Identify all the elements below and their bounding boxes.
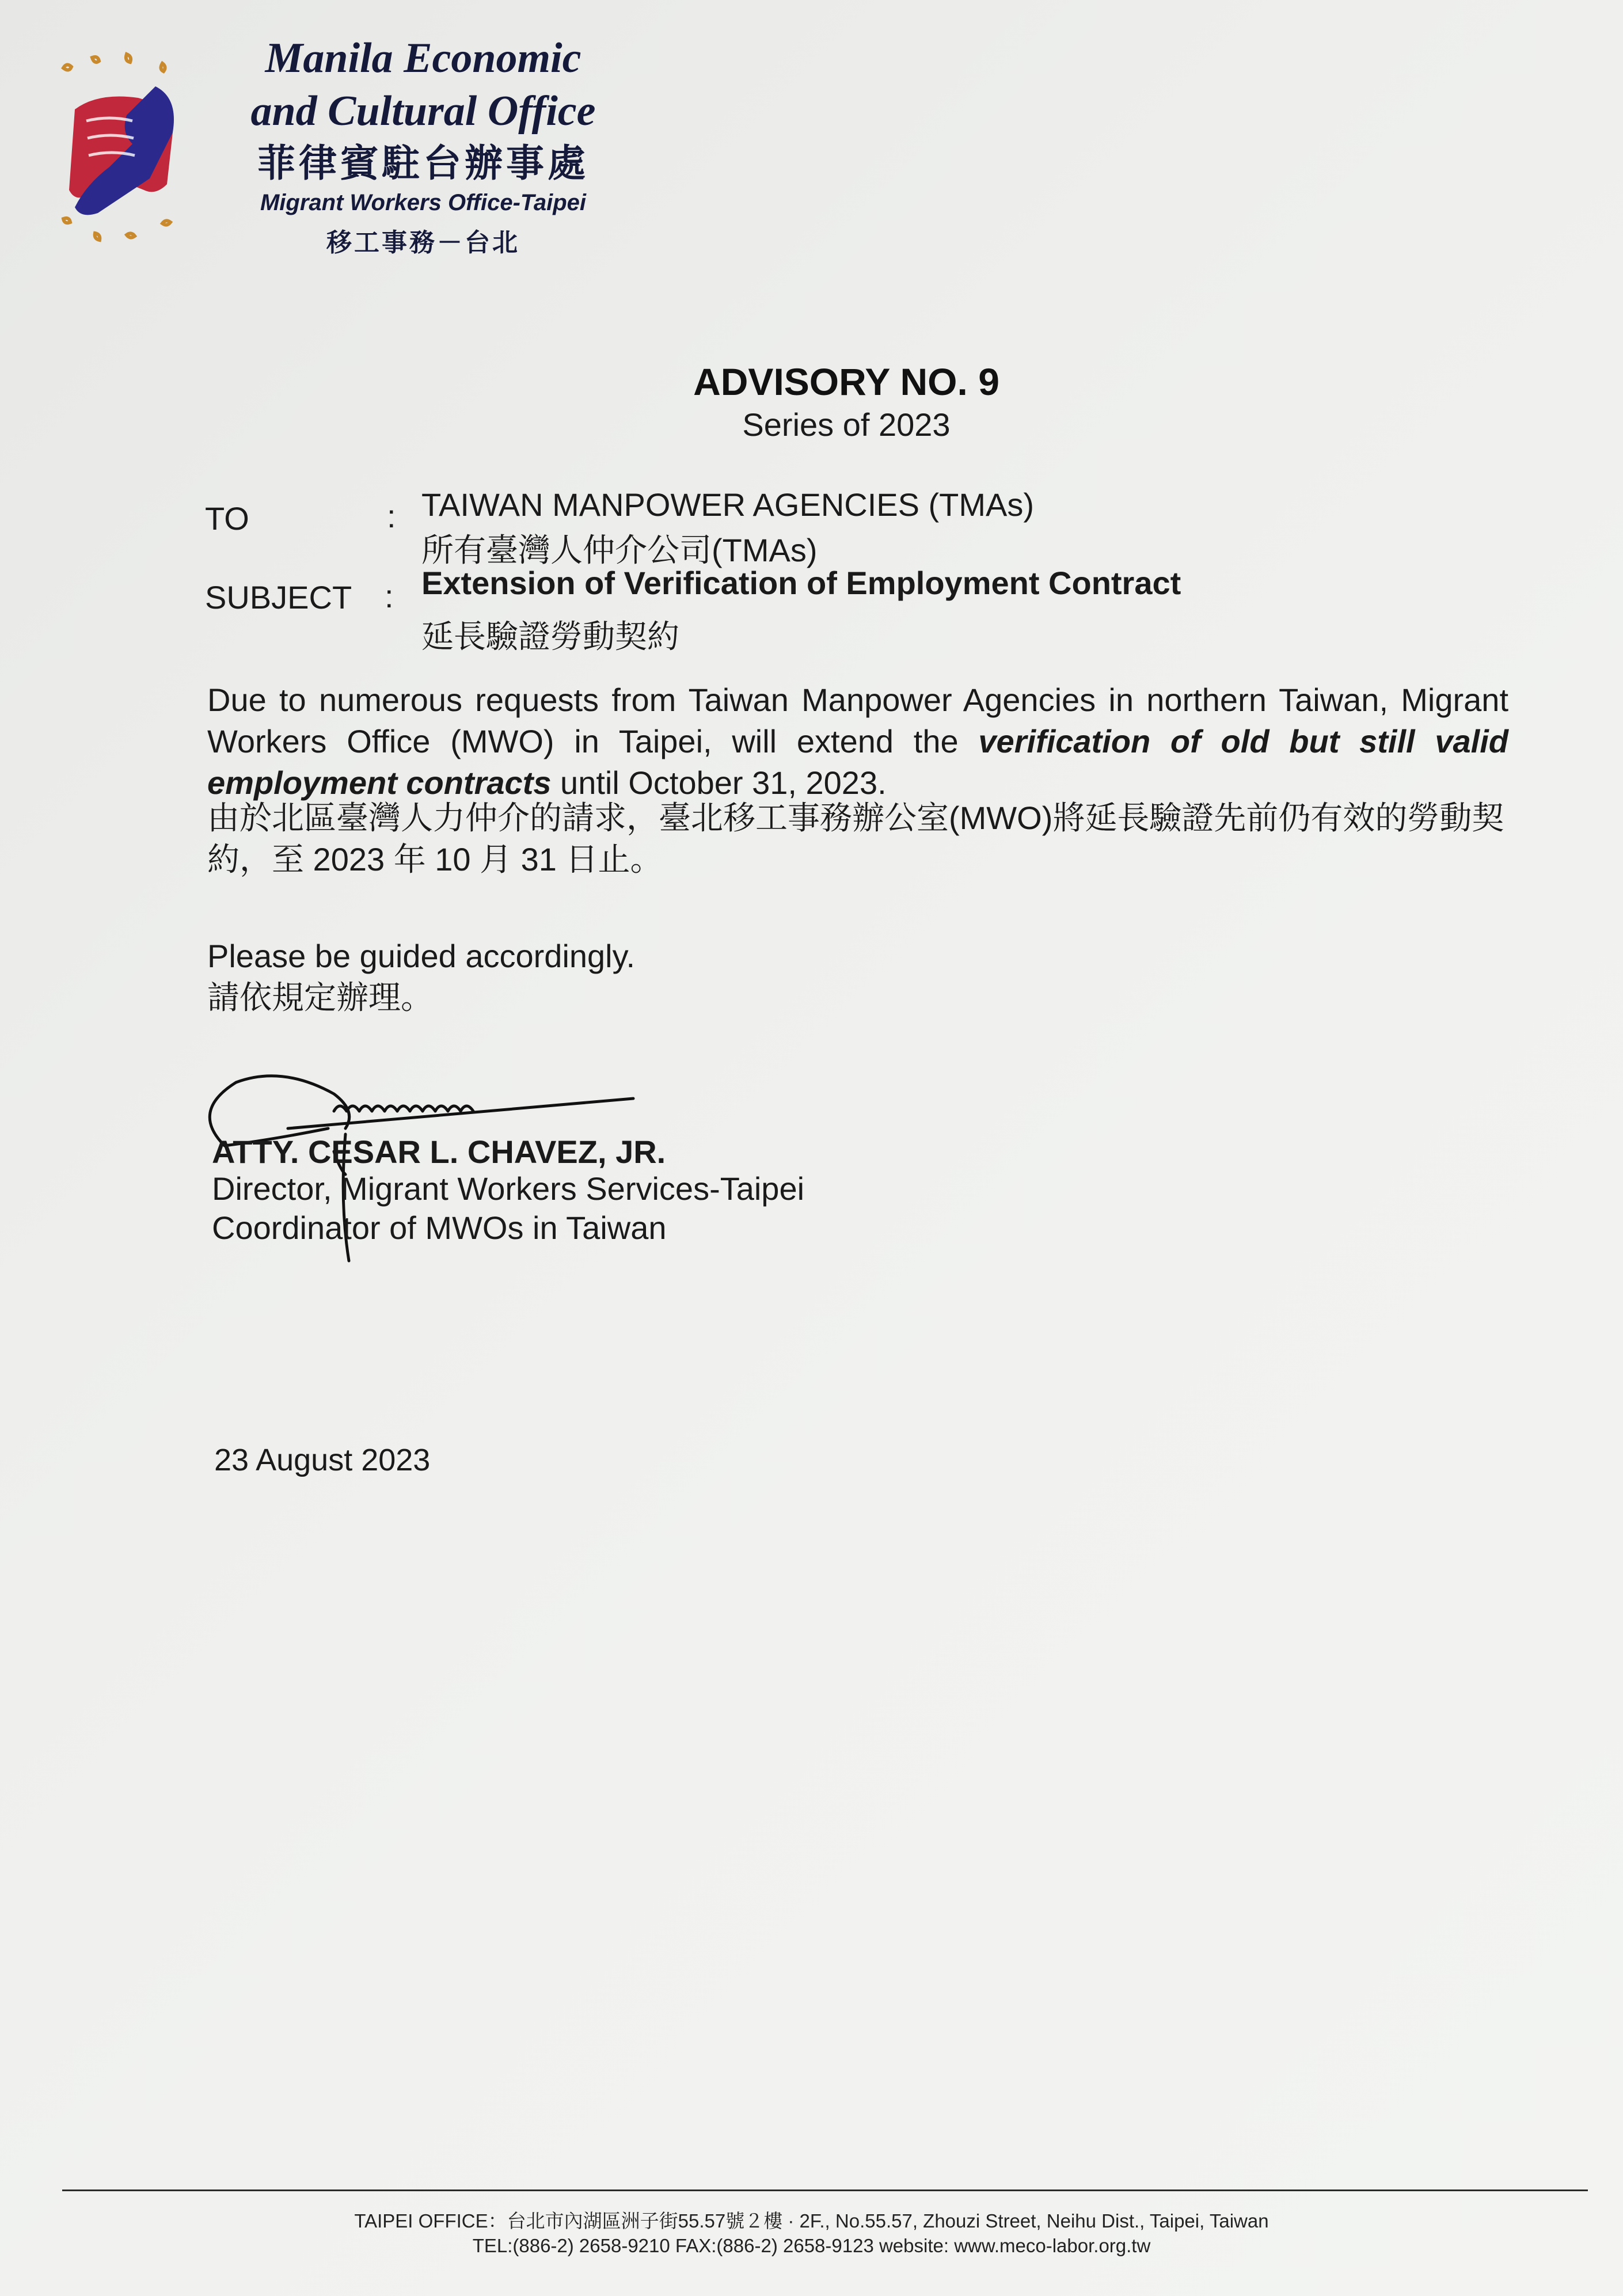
advisory-series: Series of 2023: [742, 406, 951, 443]
to-value-zh: 所有臺灣人仲介公司(TMAs): [421, 532, 818, 568]
document-date: 23 August 2023: [214, 1443, 431, 1477]
subject-colon: :: [385, 578, 394, 614]
to-colon: :: [387, 498, 396, 534]
body-paragraph-emphasis: verification of old but still valid employment contracts: [207, 723, 1508, 801]
subject-value-en: Extension of Verification of Employment Contract: [421, 565, 1181, 601]
to-label: TO: [205, 500, 249, 537]
guidance-zh: 請依規定辦理。: [207, 979, 433, 1016]
advisory-title: ADVISORY NO. 9: [693, 360, 999, 403]
body-paragraph-zh: 由於北區臺灣人力仲介的請求，臺北移工事務辦公室(MWO)將延長驗證先前仍有效的勞動契約，至 2023 年 10 月 31 日止。: [207, 800, 1504, 877]
office-name-zh: 移工事務－台北: [326, 228, 520, 257]
footer-address: TAIPEI OFFICE：台北市內湖區洲子街55.57號２樓 · 2F., No.55.57, Zhouzi Street, Neihu Dist., Taipei, Taiwan: [354, 2210, 1269, 2232]
body-paragraph-en-part1: Due to numerous requests from Taiwan Manpower Agencies in northern Taiwan, Migrant Workers Office (MWO) in Taipei, will extend the: [207, 682, 1508, 759]
office-name-en: Migrant Workers Office-Taipei: [260, 190, 587, 215]
subject-value-zh: 延長驗證勞動契約: [421, 618, 679, 655]
signatory-title-2: Coordinator of MWOs in Taiwan: [212, 1210, 667, 1246]
subject-label: SUBJECT: [205, 579, 352, 615]
organization-name-en: [227, 32, 619, 138]
footer-contact: TEL:(886-2) 2658-9210 FAX:(886-2) 2658-9123 website: www.meco-labor.org.tw: [472, 2235, 1151, 2256]
body-paragraph-en-part2: until October 31, 2023.: [551, 765, 887, 801]
footer-divider: [62, 2189, 1588, 2191]
signatory-name: ATTY. CESAR L. CHAVEZ, JR.: [212, 1134, 666, 1170]
to-value-en: TAIWAN MANPOWER AGENCIES (TMAs): [421, 486, 1035, 523]
signatory-title-1: Director, Migrant Workers Services-Taipei: [212, 1170, 805, 1207]
organization-name-en-line2: and Cultural Office: [250, 88, 596, 135]
guidance-en: Please be guided accordingly.: [207, 938, 636, 974]
body-paragraph-en: [207, 679, 1508, 804]
organization-name-zh: 菲律賓駐台辦事處: [257, 140, 589, 185]
meco-logo-icon: [40, 40, 202, 248]
organization-name-en-line1: Manila Economic: [265, 35, 581, 82]
